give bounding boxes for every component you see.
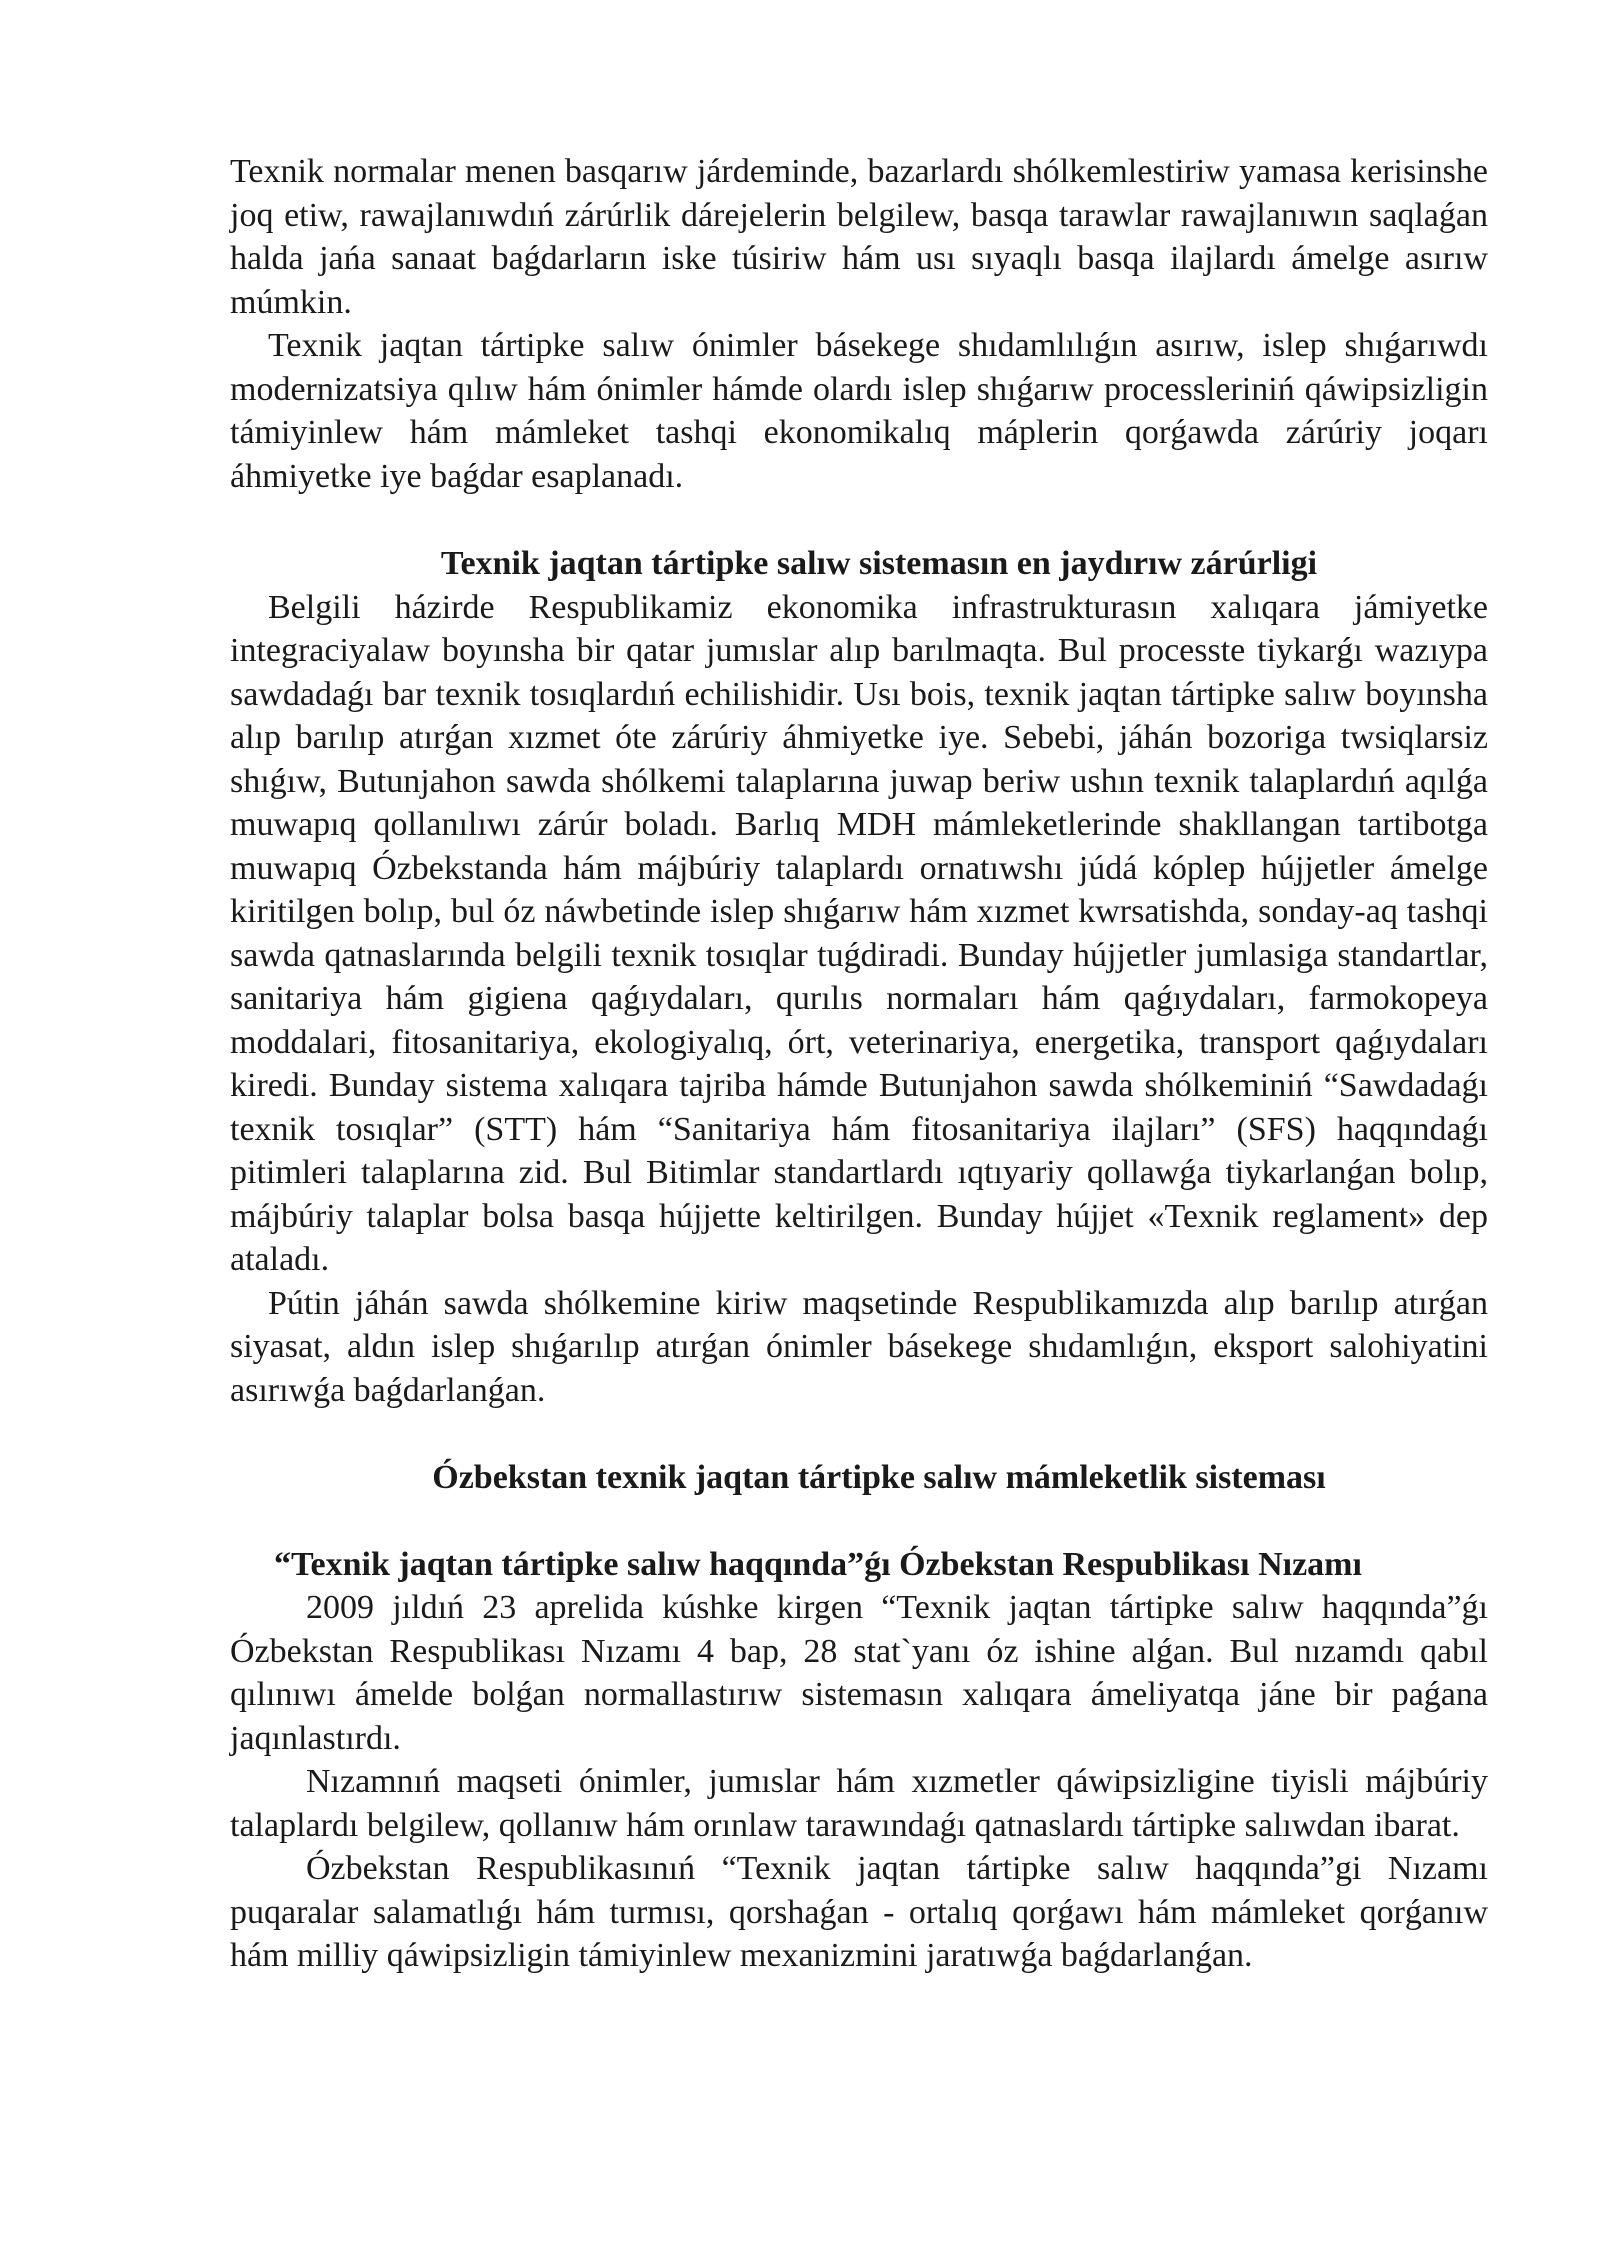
paragraph-integration: Belgili házirde Respublikamiz ekonomika infrastrukturasın xalıqara jámiyetke integraciyalaw boyınsha bir qatar jumıslar alıp barılmaqta. Bul processte tiykarǵı wazıypa sawdadaǵı bar texnik tosıqlardıń echilishidir. Usı bois, texnik jaqtan tártipke salıw boyınsha alıp barılıp atırǵan xızmet óte zárúriy áhmiyetke iye. Sebebi, jáhán bozoriga twsiqlarsiz shıǵıw, Butunjahon sawda shólkemi talaplarına juwap beriw ushın texnik talaplardıń aqılǵa muwapıq qollanılıwı zárúr boladı. Barlıq MDH mámleketlerinde shakllangan tartibotga muwapıq Ózbekstanda hám májbúriy talaplardı ornatıwshı júdá kóplep hújjetler ámelge kiritilgen bolıp, bul óz náwbetinde islep shıǵarıw hám xızmet kwrsatishda, sonday-aq tashqi sawda qatnaslarında belgili texnik tosıqlar tuǵdiradi. Bunday hújjetler jumlasiga standartlar, sanitariya hám gigiena qaǵıydaları, qurılıs normaları hám qaǵıydaları, farmokopeya moddalari, fitosanitariya, ekologiyalıq, órt, veterinariya, energetika, transport qaǵıydaları kiredi. Bunday sistema xalıqara tajriba hámde Butunjahon sawda shólkeminiń “Sawdadaǵı texnik tosıqlar” (STT) hám “Sanitariya hám fitosanitariya ilajları” (SFS) haqqındaǵı pitimleri talaplarına zid. Bul Bitimlar standartlardı ıqtıyariy qollawǵa tiykarlanǵan bolıp, májbúriy talaplar bolsa basqa hújjette keltirilgen. Bunday hújjet «Texnik reglament» dep ataladı.	[230, 588, 1488, 1278]
paragraph-importance: Texnik jaqtan tártipke salıw ónimler básekege shıdamlılıǵın asırıw, islep shıǵarıwdı modernizatsiya qılıw hám ónimler hámde olardı islep shıǵarıw processleriniń qáwipsizligin támiyinlew hám mámleket tashqi ekonomikalıq máplerin qorǵawda zárúriy joqarı áhmiyetke iye baǵdar esaplanadı.	[230, 327, 1488, 495]
paragraph-law-focus: Ózbekstan Respublikasınıń “Texnik jaqtan tártipke salıw haqqında”gi Nızamı puqaralar salamatlıǵı hám turmısı, qorshaǵan - ortalıq qorǵawı hám mámleket qorǵanıw hám milliy qáwipsizligin támiyinlew mexanizmini jaratıwǵa baǵdarlanǵan.	[230, 1850, 1488, 1974]
paragraph-normalar: Texnik normalar menen basqarıw járdeminde, bazarlardı shólkemlestiriw yamasa kerisinshe joq etiw, rawajlanıwdıń zárúrlik dárejelerin belgilew, basqa tarawlar rawajlanıwın saqlaǵan halda jańa sanaat baǵdarların iske túsiriw hám usı sıyaqlı basqa ilajlardı ámelge asırıw múmkin.	[230, 153, 1488, 321]
section-heading-state-system: Ózbekstan texnik jaqtan tártipke salıw mámleketlik sisteması	[432, 1459, 1326, 1496]
section-heading-necessity: Texnik jaqtan tártipke salıw sistemasın en jaydırıw zárúrligi	[440, 545, 1318, 582]
section-heading-law: “Texnik jaqtan tártipke salıw haqqında”ǵı Ózbekstan Respublikası Nızamı	[274, 1545, 1362, 1583]
document-page	[230, 150, 1488, 1978]
paragraph-wto-policy: Pútin jáhán sawda shólkemine kiriw maqsetinde Respublikamızda alıp barılıp atırǵan siyasat, aldın islep shıǵarılıp atırǵan ónimler básekege shıdamlıǵın, eksport salohiyatini asırıwǵa baǵdarlanǵan.	[230, 1284, 1488, 1409]
paragraph-law-adoption: 2009 jıldıń 23 aprelida kúshke kirgen “Texnik jaqtan tártipke salıw haqqında”ǵı Ózbekstan Respublikası Nızamı 4 bap, 28 stat`yanı óz ishine alǵan. Bul nızamdı qabıl qılınıwı ámelde bolǵan normallastırıw sistemasın xalıqara ámeliyatqa jáne bir paǵana jaqınlastırdı.	[230, 1589, 1488, 1757]
paragraph-law-purpose: Nızamnıń maqseti ónimler, jumıslar hám xızmetler qáwipsizligine tiyisli májbúriy talaplardı belgilew, qollanıw hám orınlaw tarawındaǵı qatnaslardı tártipke salıwdan ibarat.	[230, 1763, 1488, 1844]
